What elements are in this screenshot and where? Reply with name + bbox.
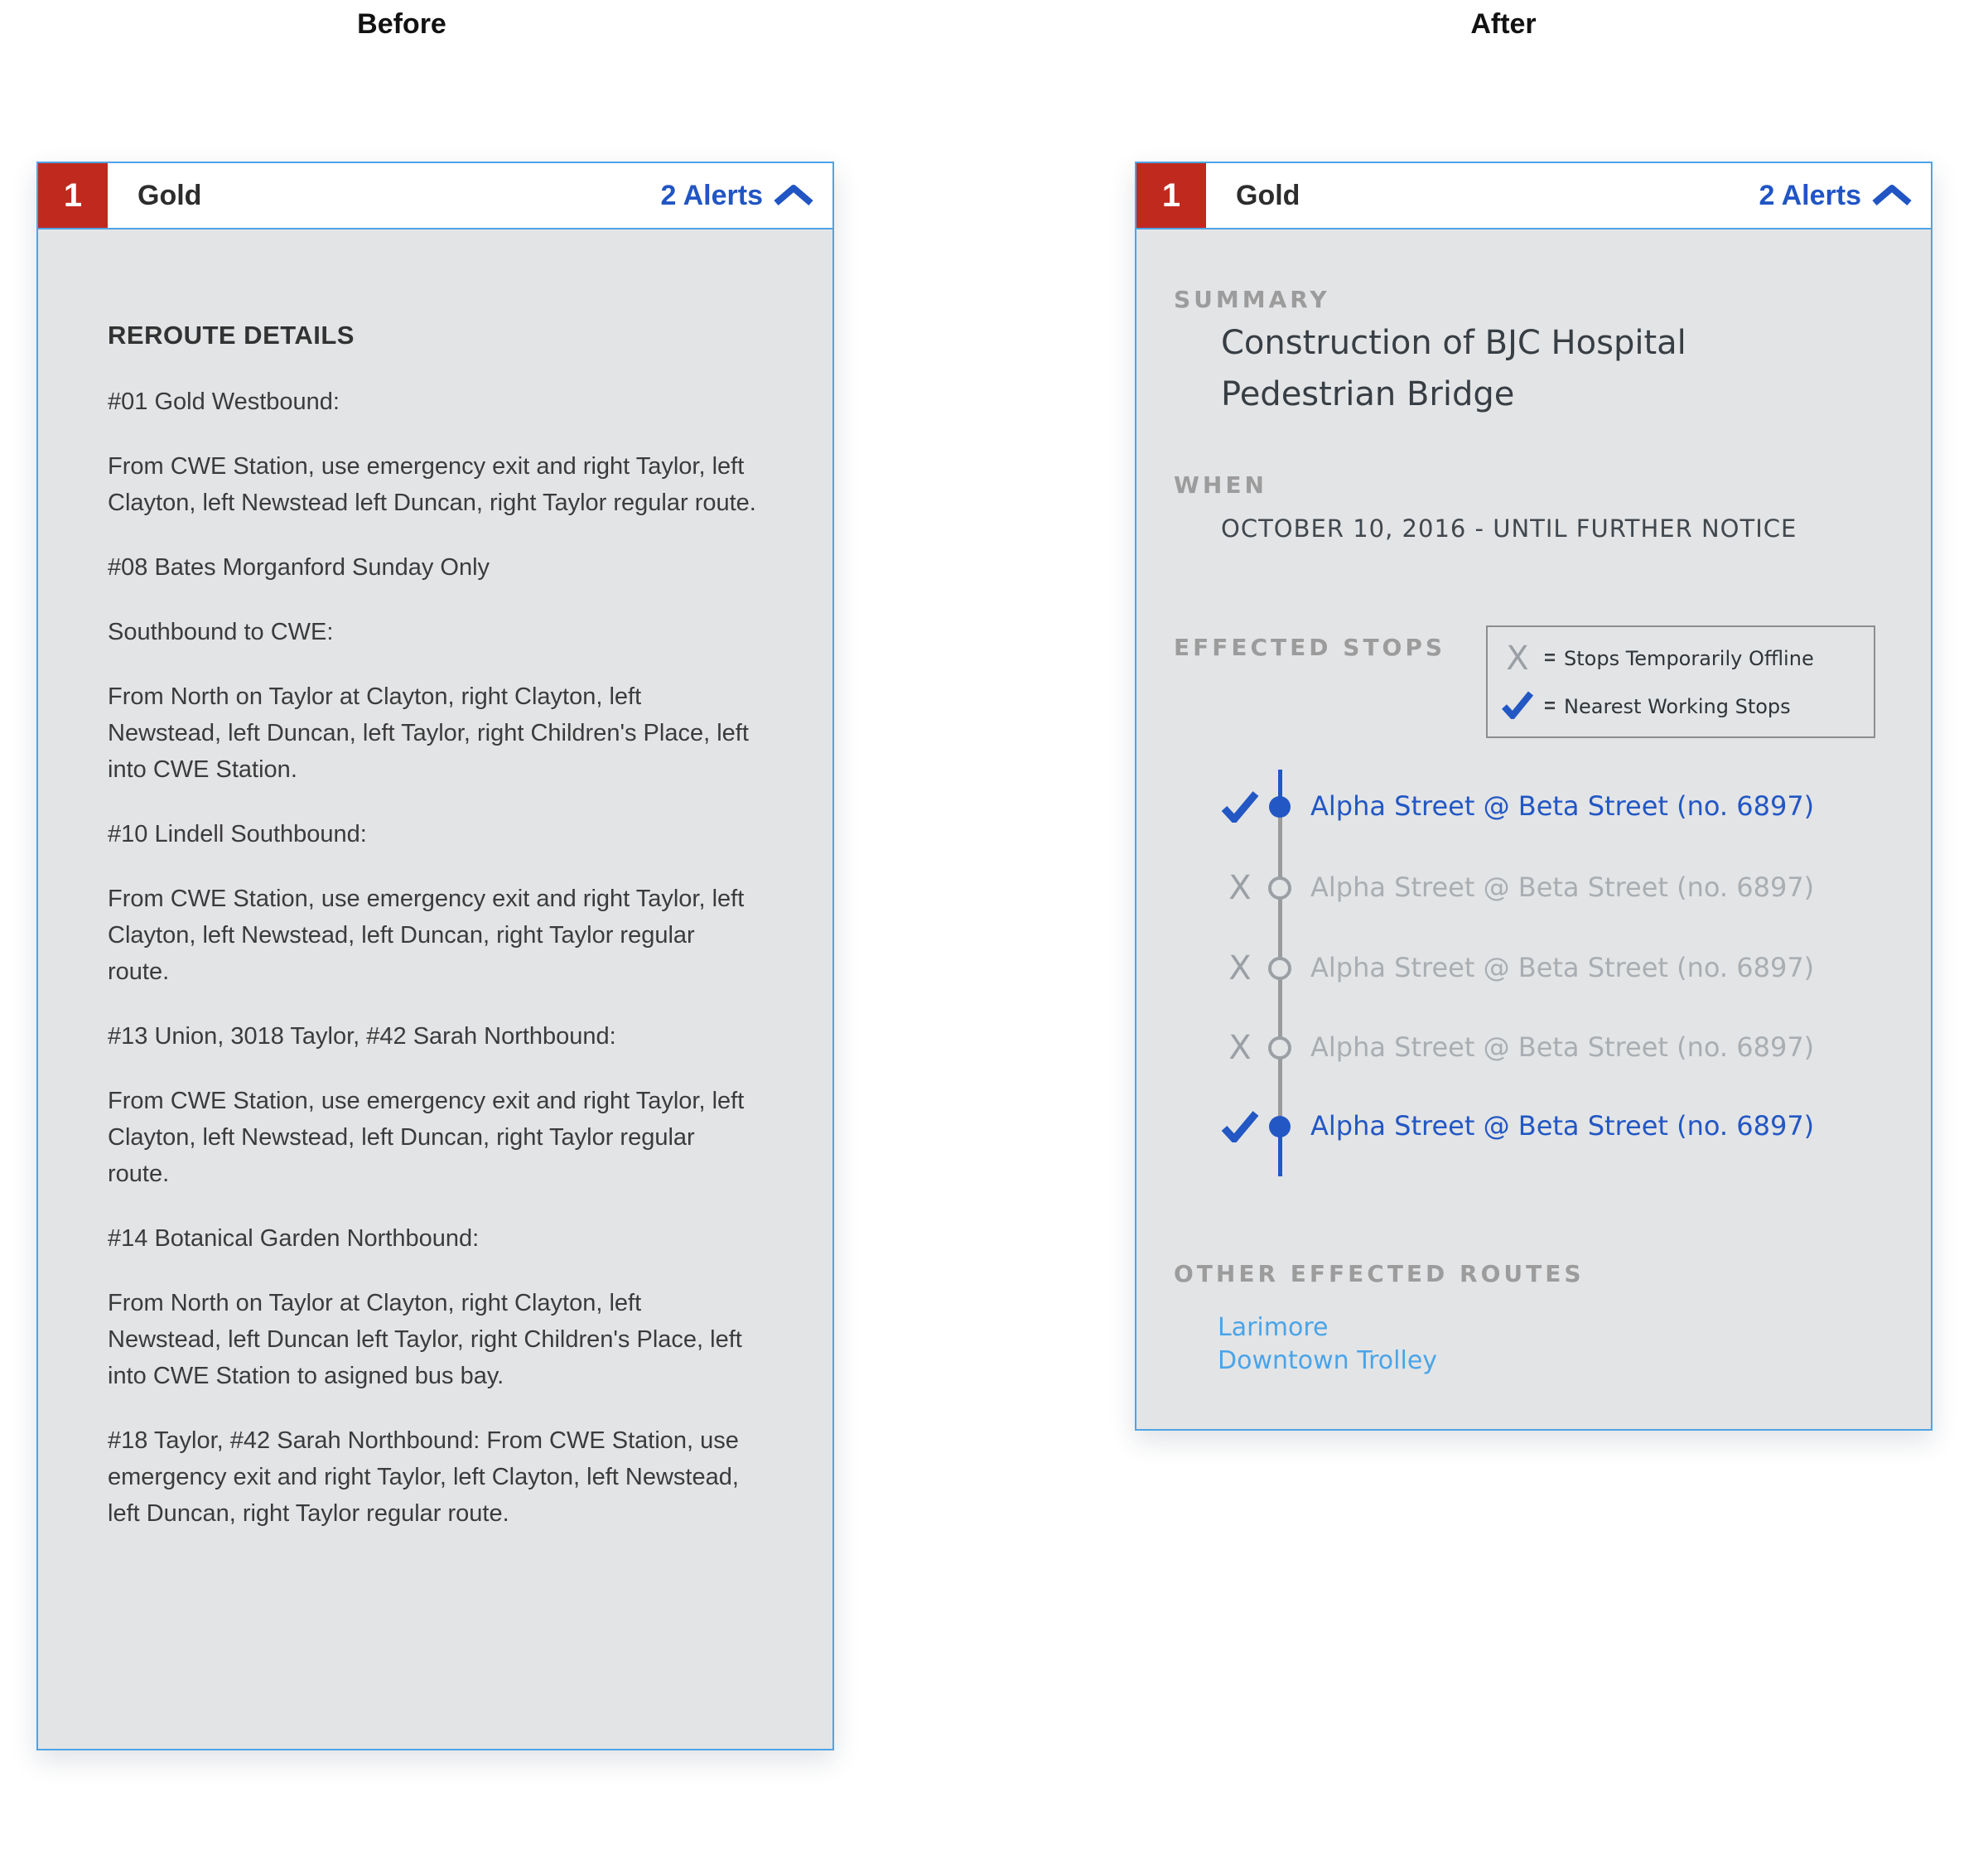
after-alert-card	[1135, 162, 1933, 1431]
reroute-details-heading: REROUTE DETAILS	[108, 321, 355, 350]
stop-name: Alpha Street @ Beta Street (no. 6897)	[1310, 952, 1815, 983]
when-text: OCTOBER 10, 2016 - UNTIL FURTHER NOTICE	[1221, 514, 1797, 543]
before-column-label: Before	[357, 8, 446, 40]
alerts-count-label: 2 Alerts	[1759, 179, 1861, 211]
route-name-label: Gold	[1236, 179, 1300, 211]
summary-title: Construction of BJC Hospital Pedestrian Bridge	[1221, 324, 1686, 413]
stop-row	[1136, 1028, 1918, 1068]
other-routes-list	[1218, 1311, 1437, 1378]
effected-stops-label: EFFECTED STOPS	[1174, 634, 1446, 661]
stops-legend	[1486, 625, 1875, 738]
summary-label: SUMMARY	[1174, 286, 1330, 313]
route-number-badge: 1	[38, 163, 108, 228]
reroute-paragraph: Southbound to CWE:	[108, 619, 334, 645]
reroute-paragraph: From CWE Station, use emergency exit and right Taylor, left Clayton, left Newstead left Duncan, right Taylor regular route.	[108, 453, 756, 516]
stop-dot-offline	[1268, 957, 1291, 980]
stop-dot-offline	[1268, 1036, 1291, 1060]
other-routes-label: OTHER EFFECTED ROUTES	[1174, 1260, 1585, 1287]
legend-row-working	[1499, 691, 1862, 722]
check-icon	[1499, 691, 1536, 722]
legend-row-offline	[1499, 639, 1862, 678]
route-number-badge: 1	[1136, 163, 1206, 228]
chevron-up-icon	[1871, 184, 1913, 207]
x-icon: X	[1506, 639, 1529, 678]
route-link-larimore[interactable]: Larimore	[1218, 1313, 1329, 1342]
reroute-paragraph: #01 Gold Westbound:	[108, 389, 340, 415]
stop-row	[1136, 787, 1918, 827]
reroute-paragraph: #13 Union, 3018 Taylor, #42 Sarah Northbound:	[108, 1023, 616, 1050]
reroute-paragraph: #14 Botanical Garden Northbound:	[108, 1225, 480, 1252]
equals-sign: =	[1544, 646, 1556, 669]
chevron-up-icon	[773, 184, 814, 207]
x-icon: X	[1228, 1029, 1252, 1067]
alerts-count-label: 2 Alerts	[660, 179, 763, 211]
before-card-header	[38, 163, 832, 229]
stop-dot-offline	[1268, 876, 1291, 900]
alerts-toggle[interactable]	[661, 180, 814, 212]
stop-row	[1136, 1107, 1918, 1147]
stop-dot-working	[1269, 796, 1291, 818]
stop-dot-working	[1269, 1116, 1291, 1137]
route-link-downtown-trolley[interactable]: Downtown Trolley	[1218, 1346, 1438, 1375]
x-icon: X	[1228, 869, 1252, 907]
stop-row	[1136, 949, 1918, 988]
stop-name[interactable]: Alpha Street @ Beta Street (no. 6897)	[1310, 1110, 1815, 1142]
reroute-paragraph: #08 Bates Morganford Sunday Only	[108, 554, 490, 581]
check-icon	[1216, 787, 1264, 827]
stop-name: Alpha Street @ Beta Street (no. 6897)	[1310, 871, 1815, 903]
after-card-header	[1136, 163, 1931, 229]
x-icon: X	[1228, 949, 1252, 987]
reroute-paragraph: #18 Taylor, #42 Sarah Northbound: From CWE Station, use emergency exit and right Taylor, left Clayton, left Newstead, left Duncan, right Taylor regular route.	[108, 1427, 739, 1527]
reroute-paragraph: From North on Taylor at Clayton, right Clayton, left Newstead, left Duncan, left Taylor, right Children's Place, left into CWE Station.	[108, 683, 749, 783]
route-name-label: Gold	[138, 179, 202, 211]
equals-sign: =	[1544, 694, 1556, 717]
reroute-details-section	[108, 317, 757, 1560]
stop-name: Alpha Street @ Beta Street (no. 6897)	[1310, 1031, 1815, 1063]
alerts-toggle[interactable]	[1759, 180, 1913, 212]
legend-offline-text: Stops Temporarily Offline	[1564, 646, 1814, 670]
legend-working-text: Nearest Working Stops	[1564, 694, 1791, 718]
check-icon	[1216, 1107, 1264, 1147]
when-label: WHEN	[1174, 471, 1267, 499]
stop-name[interactable]: Alpha Street @ Beta Street (no. 6897)	[1310, 790, 1815, 822]
reroute-paragraph: #10 Lindell Southbound:	[108, 821, 367, 847]
reroute-paragraph: From North on Taylor at Clayton, right Clayton, left Newstead, left Duncan left Taylor, right Children's Place, left into CWE Station to asigned bus bay.	[108, 1290, 742, 1389]
reroute-paragraph: From CWE Station, use emergency exit and right Taylor, left Clayton, left Newstead, left Duncan, right Taylor regular route.	[108, 1088, 745, 1187]
after-column-label: After	[1470, 8, 1537, 40]
before-alert-card	[36, 162, 834, 1750]
stop-row	[1136, 868, 1918, 908]
reroute-paragraph: From CWE Station, use emergency exit and right Taylor, left Clayton, left Newstead, left Duncan, right Taylor regular route.	[108, 886, 745, 985]
